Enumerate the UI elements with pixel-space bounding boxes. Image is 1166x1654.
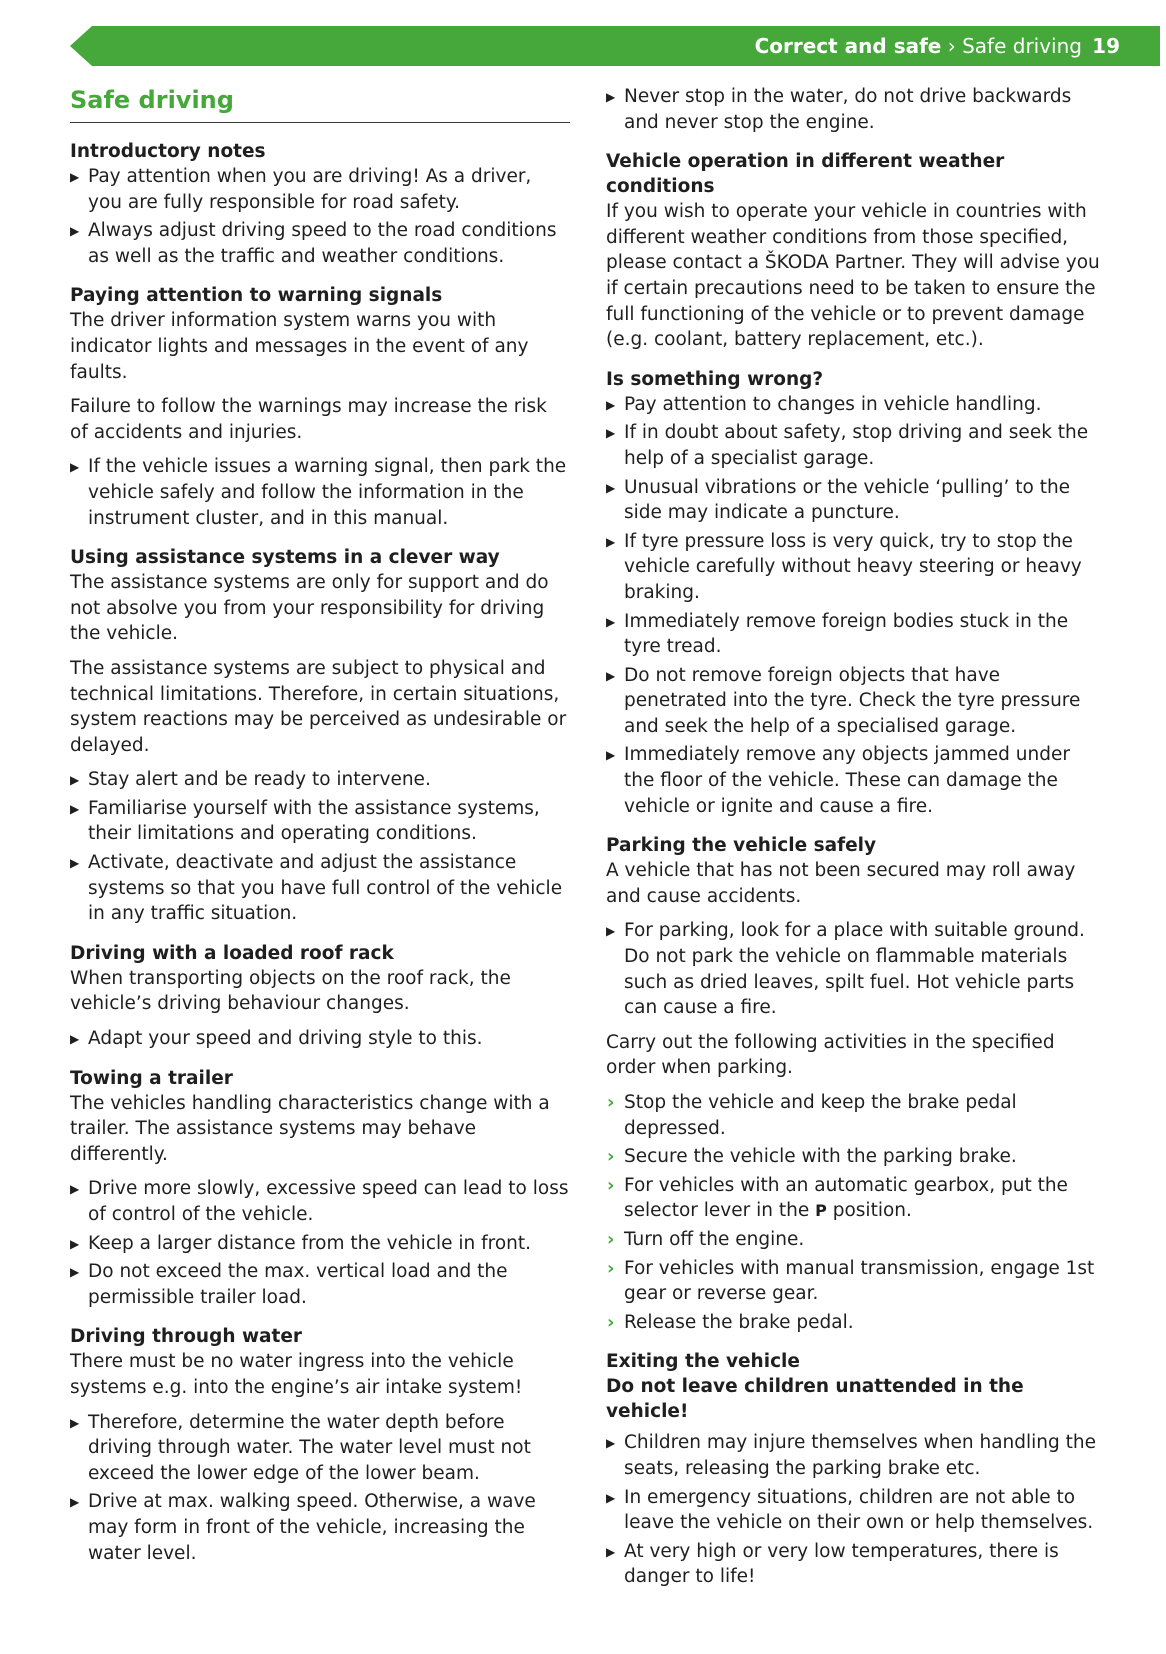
list-item: ▶ If in doubt about safety, stop driving and seek the help of a specialist garage. [606,422,1089,469]
section-exiting-vehicle [606,1349,1106,1590]
bullet-triangle-icon: ▶ [606,1436,616,1451]
list-item: ▶ Unusual vibrations or the vehicle ‘pulling’ to the side may indicate a puncture. [606,476,1071,524]
step-item: › Release the brake pedal. [607,1311,854,1333]
bullet-triangle-icon: ▶ [70,856,80,871]
bullet-triangle-icon: ▶ [606,668,616,683]
bullet-triangle-icon: ▶ [70,773,80,788]
section-driving-through-water [70,1324,570,1566]
list-item: ▶ Immediately remove foreign bodies stuck in the tyre tread. [606,610,1069,658]
list-item: ▶ Pay attention to changes in vehicle handling. [606,392,1106,418]
bullet-triangle-icon: ▶ [70,1032,80,1047]
bullet-triangle-icon: ▶ [70,1495,80,1510]
section-water-continued [606,84,1106,135]
section-assistance-systems [70,545,570,927]
list-item: ▶ Familiarise yourself with the assistance systems, their limitations and operating conditions. [70,797,540,845]
breadcrumb-separator: › [947,34,956,58]
bullet-triangle-icon: ▶ [606,1490,616,1505]
page-title: Safe driving [70,84,570,123]
section-roof-rack [70,941,570,1052]
section-introductory-notes [70,139,570,269]
bullet-triangle-icon: ▶ [606,426,616,441]
section-heading: Paying attention to warning signals [70,285,443,307]
step-chevron-icon: › [607,1146,615,1168]
step-item: › Stop the vehicle and keep the brake pedal depressed. [607,1092,1017,1139]
section-something-wrong [606,367,1106,820]
page-number: 19 [1092,34,1120,58]
paragraph: When transporting objects on the roof rack, the vehicle’s driving behaviour changes. [70,967,511,1015]
bullet-triangle-icon: ▶ [606,90,616,104]
paragraph: Carry out the following activities in the specified order when parking. [606,1031,1055,1079]
bullet-triangle-icon: ▶ [70,460,80,475]
bullet-triangle-icon: ▶ [70,224,80,239]
list-item: ▶ Children may injure themselves when handling the seats, releasing the parking brake etc. [606,1432,1096,1479]
step-item: › For vehicles with an automatic gearbox, put the selector lever in the P position. [607,1174,1068,1222]
list-item: ▶ Pay attention when you are driving! As a driver, you are fully responsible for road safety. [70,166,532,213]
section-towing-trailer [70,1066,570,1311]
list-item: ▶ Immediately remove any objects jammed under the floor of the vehicle. These can damage the vehicle or ignite and cause a fire. [606,744,1070,817]
breadcrumb-section: Safe driving [962,34,1082,58]
step-chevron-icon: › [607,1228,615,1250]
section-heading: Towing a trailer [70,1067,233,1089]
paragraph: If you wish to operate your vehicle in countries with different weather conditions from those specified, please contact a ŠKODA Partner. They will advise you if certain precautions need to be taken to ensure the full functioning of the vehicle or to prevent damage (e.g. coolant, battery replacement, etc.). [606,201,1100,351]
list-item: ▶ In emergency situations, children are not able to leave the vehicle on their own or help themselves. [606,1486,1094,1534]
section-parking-safely [606,833,1106,1335]
paragraph: A vehicle that has not been secured may roll away and cause accidents. [606,860,1076,907]
bullet-triangle-icon: ▶ [606,748,616,763]
list-item: ▶ Keep a larger distance from the vehicle in front. [70,1231,570,1257]
section-heading: Parking the vehicle safely [606,835,877,857]
list-item: ▶ Drive more slowly, excessive speed can lead to loss of control of the vehicle. [70,1178,569,1225]
list-item: ▶ Do not remove foreign objects that have penetrated into the tyre. Check the tyre pressure and seek the help of a specialised garage. [606,664,1081,737]
step-item: › For vehicles with manual transmission, engage 1st gear or reverse gear. [607,1257,1095,1305]
list-item: ▶ Adapt your speed and driving style to this. [70,1026,570,1052]
list-item: ▶ Therefore, determine the water depth before driving through water. The water level must not exceed the lower edge of the lower beam. [70,1411,531,1484]
bullet-triangle-icon: ▶ [606,924,616,939]
bullet-triangle-icon: ▶ [606,397,616,412]
section-heading: Driving with a loaded roof rack [70,942,394,964]
section-heading: Is something wrong? [606,368,824,390]
step-chevron-icon: › [607,1092,615,1113]
section-heading: Using assistance systems in a clever way [70,547,500,569]
paragraph: The assistance systems are subject to physical and technical limitations. Therefore, in certain situations, system reactions may be perceived as undesirable or delayed. [70,657,567,756]
list-item: ▶ For parking, look for a place with suitable ground. Do not park the vehicle on flammable materials such as dried leaves, spilt fuel. Hot vehicle parts can cause a fire. [606,920,1085,1019]
paragraph: The assistance systems are only for support and do not absolve you from your responsibility for driving the vehicle. [70,572,549,645]
bullet-triangle-icon: ▶ [70,1236,80,1251]
section-warning-signals [70,283,570,531]
list-item: ▶ Drive at max. walking speed. Otherwise, a wave may form in front of the vehicle, increasing the water level. [70,1491,536,1564]
breadcrumb-chapter: Correct and safe [754,34,942,58]
bullet-triangle-icon: ▶ [606,1544,616,1559]
list-item: ▶ At very high or very low temperatures, there is danger to life! [606,1540,1059,1588]
breadcrumb [755,26,1082,66]
list-item: ▶ If tyre pressure loss is very quick, try to stop the vehicle carefully without heavy steering or heavy braking. [606,530,1082,603]
bullet-triangle-icon: ▶ [606,614,616,629]
paragraph: The driver information system warns you with indicator lights and messages in the event of any faults. [70,310,529,383]
section-heading: Exiting the vehicle [606,1351,800,1373]
step-item: › Secure the vehicle with the parking brake. [607,1146,1017,1168]
section-heading: Driving through water [70,1326,303,1348]
left-column [70,84,570,1580]
list-item: ▶ If the vehicle issues a warning signal, then park the vehicle safely and follow the information in the instrument cluster, and in this manual. [70,456,567,529]
section-weather-conditions [606,149,1106,353]
bullet-triangle-icon: ▶ [70,1265,80,1280]
bullet-triangle-icon: ▶ [70,801,80,816]
bullet-triangle-icon: ▶ [70,1415,80,1430]
right-column [606,84,1106,1604]
step-chevron-icon: › [607,1257,615,1279]
step-item: › Turn off the engine. [607,1228,805,1250]
bullet-triangle-icon: ▶ [70,170,80,184]
paragraph: The vehicles handling characteristics change with a trailer. The assistance systems may behave differently. [70,1092,550,1165]
paragraph: Failure to follow the warnings may increase the risk of accidents and injuries. [70,396,547,443]
list-item: ▶ Activate, deactivate and adjust the assistance systems so that you have full control of the vehicle in any traffic situation. [70,852,563,925]
bullet-triangle-icon: ▶ [606,534,616,549]
list-item: ▶ Always adjust driving speed to the road conditions as well as the traffic and weather conditions. [70,220,557,267]
section-heading: Introductory notes [70,141,266,162]
paragraph: There must be no water ingress into the vehicle systems e.g. into the engine’s air intake system! [70,1351,523,1398]
bullet-triangle-icon: ▶ [70,1182,80,1197]
section-heading: Vehicle operation in different weather conditions [606,151,1005,198]
step-chevron-icon: › [607,1174,615,1196]
list-item: ▶ Stay alert and be ready to intervene. [70,767,570,793]
gear-position-p: P [815,1201,827,1221]
step-chevron-icon: › [607,1311,615,1333]
list-item: ▶ Never stop in the water, do not drive backwards and never stop the engine. [606,86,1072,133]
bullet-triangle-icon: ▶ [606,480,616,495]
section-subheading: Do not leave children unattended in the vehicle! [606,1376,1024,1423]
list-item: ▶ Do not exceed the max. vertical load and the permissible trailer load. [70,1261,508,1308]
parking-steps [606,1090,1106,1335]
